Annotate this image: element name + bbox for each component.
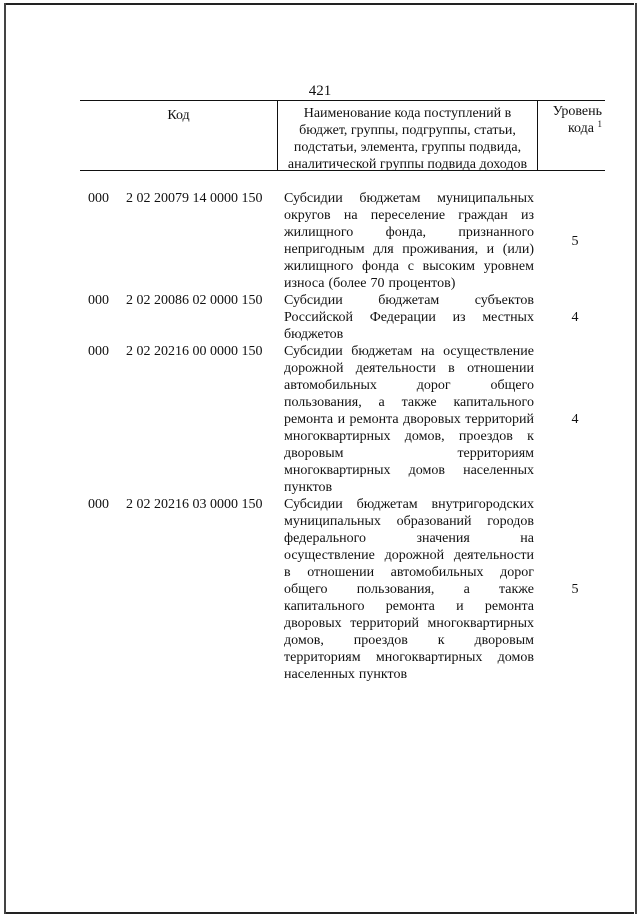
- row-name-line: Субсидии бюджетам на осуществление: [284, 344, 534, 359]
- row-level: 5: [571, 582, 579, 597]
- row-prefix: 000: [88, 191, 109, 206]
- header-level-line: [538, 120, 602, 137]
- row-name-line: износа (более 70 процентов): [284, 276, 456, 291]
- row-name-line: муниципальных образований городов: [284, 514, 534, 529]
- footnote-marker: 1: [597, 119, 602, 129]
- header-level-line: Уровень: [552, 104, 602, 119]
- row-name: [284, 343, 534, 496]
- row-name-line: пользования, а также капитального: [284, 395, 534, 410]
- row-name: [284, 190, 534, 292]
- row-name-line: бюджетов: [284, 327, 344, 342]
- row-name-line: непригодным для проживания, и (или): [284, 242, 534, 257]
- row-level: 5: [571, 233, 579, 249]
- row-name-line: ремонта и ремонта дворовых территорий: [284, 412, 534, 427]
- row-name-line: многоквартирных домов, проездов к: [284, 429, 534, 444]
- row-prefix: 000: [88, 293, 109, 308]
- page-edge-bottom: [6, 912, 634, 914]
- row-name-line: общего пользования, а также: [284, 582, 534, 597]
- row-name-line: домов, проездов к дворовым: [284, 633, 534, 648]
- row-name-line: дворовых территорий многоквартирных: [284, 616, 534, 631]
- page-number: 421: [308, 83, 332, 99]
- row-name-line: Субсидии бюджетам муниципальных: [284, 191, 534, 206]
- table-row: [0, 496, 640, 683]
- row-name-line: округов на переселение граждан из: [284, 208, 534, 223]
- row-name: [284, 496, 534, 683]
- row-prefix: 000: [88, 497, 109, 512]
- table-header: [80, 100, 605, 171]
- row-name-line: капитального ремонта и ремонта: [284, 599, 534, 614]
- row-code: 2 02 20216 00 0000 150: [126, 344, 263, 359]
- header-level-cell: [538, 101, 605, 170]
- row-name-line: жилищного фонда, признанного: [284, 225, 534, 240]
- row-name-line: населенных пунктов: [284, 667, 408, 682]
- row-name-line: в отношении автомобильных дорог: [284, 565, 534, 580]
- header-name-line: бюджет, группы, подгруппы, статьи,: [299, 123, 516, 138]
- header-name-cell: [278, 101, 538, 170]
- row-name-line: Субсидии бюджетам внутригородских: [284, 497, 534, 512]
- row-code: 2 02 20216 03 0000 150: [126, 497, 263, 512]
- row-level: 4: [571, 412, 579, 427]
- row-name-line: дорожной деятельности в отношении: [284, 361, 534, 376]
- table-row: [0, 343, 640, 496]
- header-level-word: кода: [567, 121, 594, 136]
- row-name-line: Субсидии бюджетам субъектов: [284, 293, 534, 308]
- row-name-line: многоквартирных домов населенных: [284, 463, 534, 478]
- row-name: [284, 292, 534, 343]
- row-name-line: дворовым территориям: [284, 446, 534, 461]
- row-name-line: Российской Федерации из местных: [284, 310, 534, 325]
- row-name-line: федерального значения на: [284, 531, 534, 546]
- header-code-cell: [80, 101, 278, 170]
- row-level: 4: [571, 310, 579, 325]
- table-row: [0, 292, 640, 343]
- header-code-label: Код: [167, 108, 190, 123]
- page-edge-top: [6, 3, 634, 5]
- table-row: [0, 190, 640, 292]
- header-name-line: Наименование кода поступлений в: [303, 106, 512, 121]
- row-prefix: 000: [88, 344, 109, 359]
- row-code: 2 02 20086 02 0000 150: [126, 293, 263, 308]
- row-name-line: осуществление дорожной деятельности: [284, 548, 534, 563]
- header-name-line: аналитической группы подвида доходов: [287, 157, 528, 172]
- row-name-line: автомобильных дорог общего: [284, 378, 534, 393]
- row-name-line: территориям многоквартирных домов: [284, 650, 534, 665]
- row-name-line: пунктов: [284, 480, 333, 495]
- header-name-line: подстатьи, элемента, группы подвида,: [293, 140, 522, 155]
- row-code: 2 02 20079 14 0000 150: [126, 191, 263, 206]
- row-name-line: жилищного фонда с высоким уровнем: [284, 259, 534, 274]
